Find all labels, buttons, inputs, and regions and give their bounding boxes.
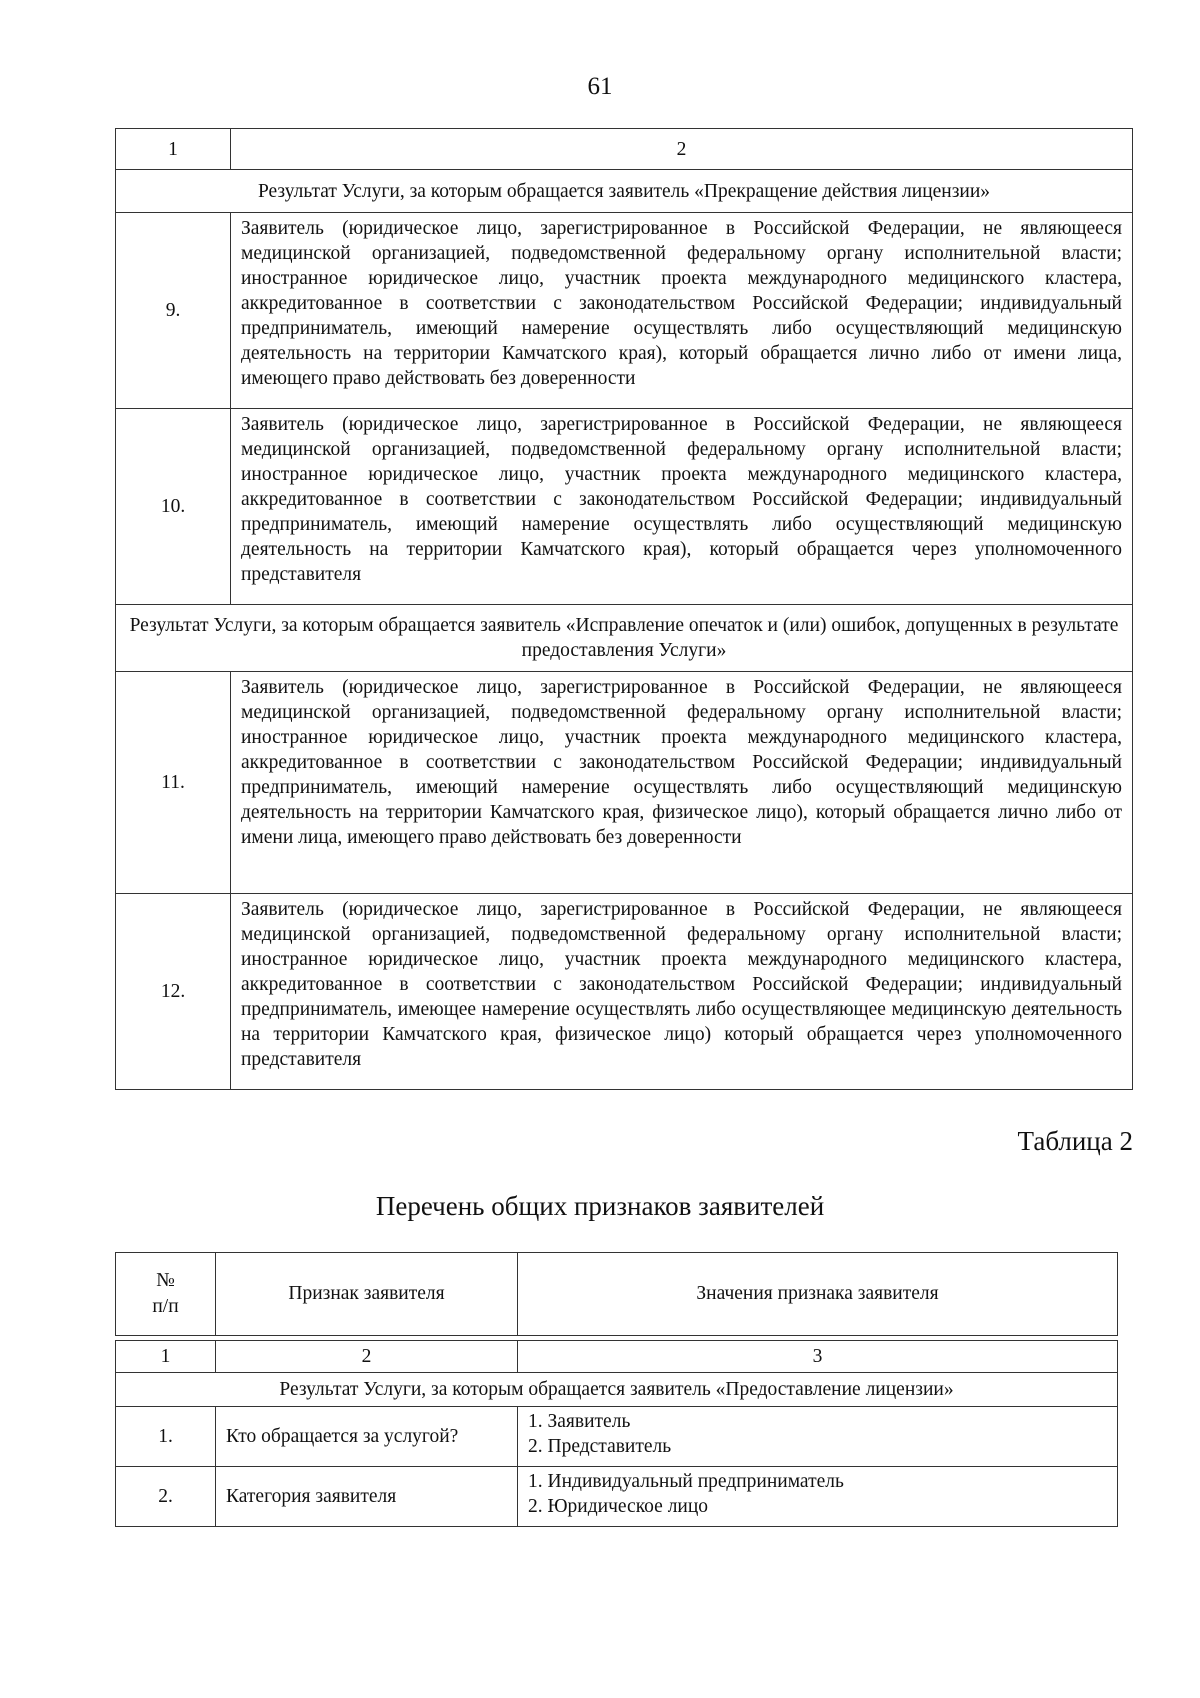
section-row xyxy=(116,605,1133,672)
column-number-row xyxy=(116,129,1133,170)
column-number: 3 xyxy=(518,1341,1118,1373)
row-number: 11. xyxy=(116,672,231,894)
row-number: 2. xyxy=(116,1467,216,1527)
row-feature: Кто обращается за услугой? xyxy=(216,1407,518,1467)
row-number: 1. xyxy=(116,1407,216,1467)
header-num xyxy=(116,1253,216,1336)
row-text: Заявитель (юридическое лицо, зарегистрированное в Российской Федерации, не являющееся медицинской организацией, подведомственной федеральному органу исполнительной власти; иностранное юридическое лицо, участник проекта международного медицинского кластера, аккредитованное в соответствии с законодательством Российской Федерации; индивидуальный предприниматель, имеющий намерение осуществлять либо осуществляющий медицинскую деятельность на территории Камчатского края), который обращается через уполномоченного представителя xyxy=(231,409,1133,605)
table-title: Перечень общих признаков заявителей xyxy=(375,1191,825,1221)
header-values: Значения признака заявителя xyxy=(518,1253,1118,1336)
column-number: 2 xyxy=(231,129,1133,170)
value-item: 1. Индивидуальный предприниматель xyxy=(528,1471,844,1492)
section-heading: Результат Услуги, за которым обращается заявитель «Предоставление лицензии» xyxy=(116,1373,1118,1407)
page-number: 61 xyxy=(587,73,613,100)
table-row xyxy=(116,1467,1118,1527)
table-row xyxy=(116,894,1133,1090)
features-table xyxy=(115,1340,1118,1527)
row-number: 10. xyxy=(116,409,231,605)
value-item: 2. Представитель xyxy=(528,1436,672,1457)
row-values xyxy=(518,1407,1118,1467)
header-num-abbr: п/п xyxy=(152,1296,179,1317)
table-row xyxy=(116,409,1133,605)
column-number: 2 xyxy=(216,1341,518,1373)
column-number: 1 xyxy=(116,129,231,170)
section-heading: Результат Услуги, за которым обращается заявитель «Прекращение действия лицензии» xyxy=(116,170,1133,213)
value-item: 1. Заявитель xyxy=(528,1411,631,1432)
column-number-row xyxy=(116,1341,1118,1373)
applicant-variants-table xyxy=(115,128,1133,1090)
column-number: 1 xyxy=(116,1341,216,1373)
section-heading: Результат Услуги, за которым обращается заявитель «Исправление опечаток и (или) ошибок, допущенных в результате предоставления Услуги» xyxy=(116,605,1133,672)
row-text: Заявитель (юридическое лицо, зарегистрированное в Российской Федерации, не являющееся медицинской организацией, подведомственной федеральному органу исполнительной власти; иностранное юридическое лицо, участник проекта международного медицинского кластера, аккредитованное в соответствии с законодательством Российской Федерации; индивидуальный предприниматель, имеющее намерение осуществлять либо осуществляющее медицинскую деятельность на территории Камчатского края, физическое лицо) который обращается через уполномоченного представителя xyxy=(231,894,1133,1090)
row-feature: Категория заявителя xyxy=(216,1467,518,1527)
row-number: 9. xyxy=(116,213,231,409)
header-num-symbol: № xyxy=(156,1270,175,1291)
features-table-header xyxy=(115,1252,1118,1336)
header-feature: Признак заявителя xyxy=(216,1253,518,1336)
section-row xyxy=(116,170,1133,213)
table-row xyxy=(116,213,1133,409)
section-row xyxy=(116,1373,1118,1407)
row-values xyxy=(518,1467,1118,1527)
row-text: Заявитель (юридическое лицо, зарегистрированное в Российской Федерации, не являющееся медицинской организацией, подведомственной федеральному органу исполнительной власти; иностранное юридическое лицо, участник проекта международного медицинского кластера, аккредитованное в соответствии с законодательством Российской Федерации; индивидуальный предприниматель, имеющий намерение осуществлять либо осуществляющий медицинскую деятельность на территории Камчатского края), который обращается лично либо от имени лица, имеющего право действовать без доверенности xyxy=(231,213,1133,409)
row-text: Заявитель (юридическое лицо, зарегистрированное в Российской Федерации, не являющееся медицинской организацией, подведомственной федеральному органу исполнительной власти; иностранное юридическое лицо, участник проекта международного медицинского кластера, аккредитованное в соответствии с законодательством Российской Федерации; индивидуальный предприниматель, имеющий намерение осуществлять либо осуществляющий медицинскую деятельность на территории Камчатского края, физическое лицо), который обращается лично либо от имени лица, имеющего право действовать без доверенности xyxy=(231,672,1133,894)
table-row xyxy=(116,672,1133,894)
value-item: 2. Юридическое лицо xyxy=(528,1496,709,1517)
table-label: Таблица 2 xyxy=(1017,1126,1133,1156)
table-row xyxy=(116,1407,1118,1467)
row-number: 12. xyxy=(116,894,231,1090)
